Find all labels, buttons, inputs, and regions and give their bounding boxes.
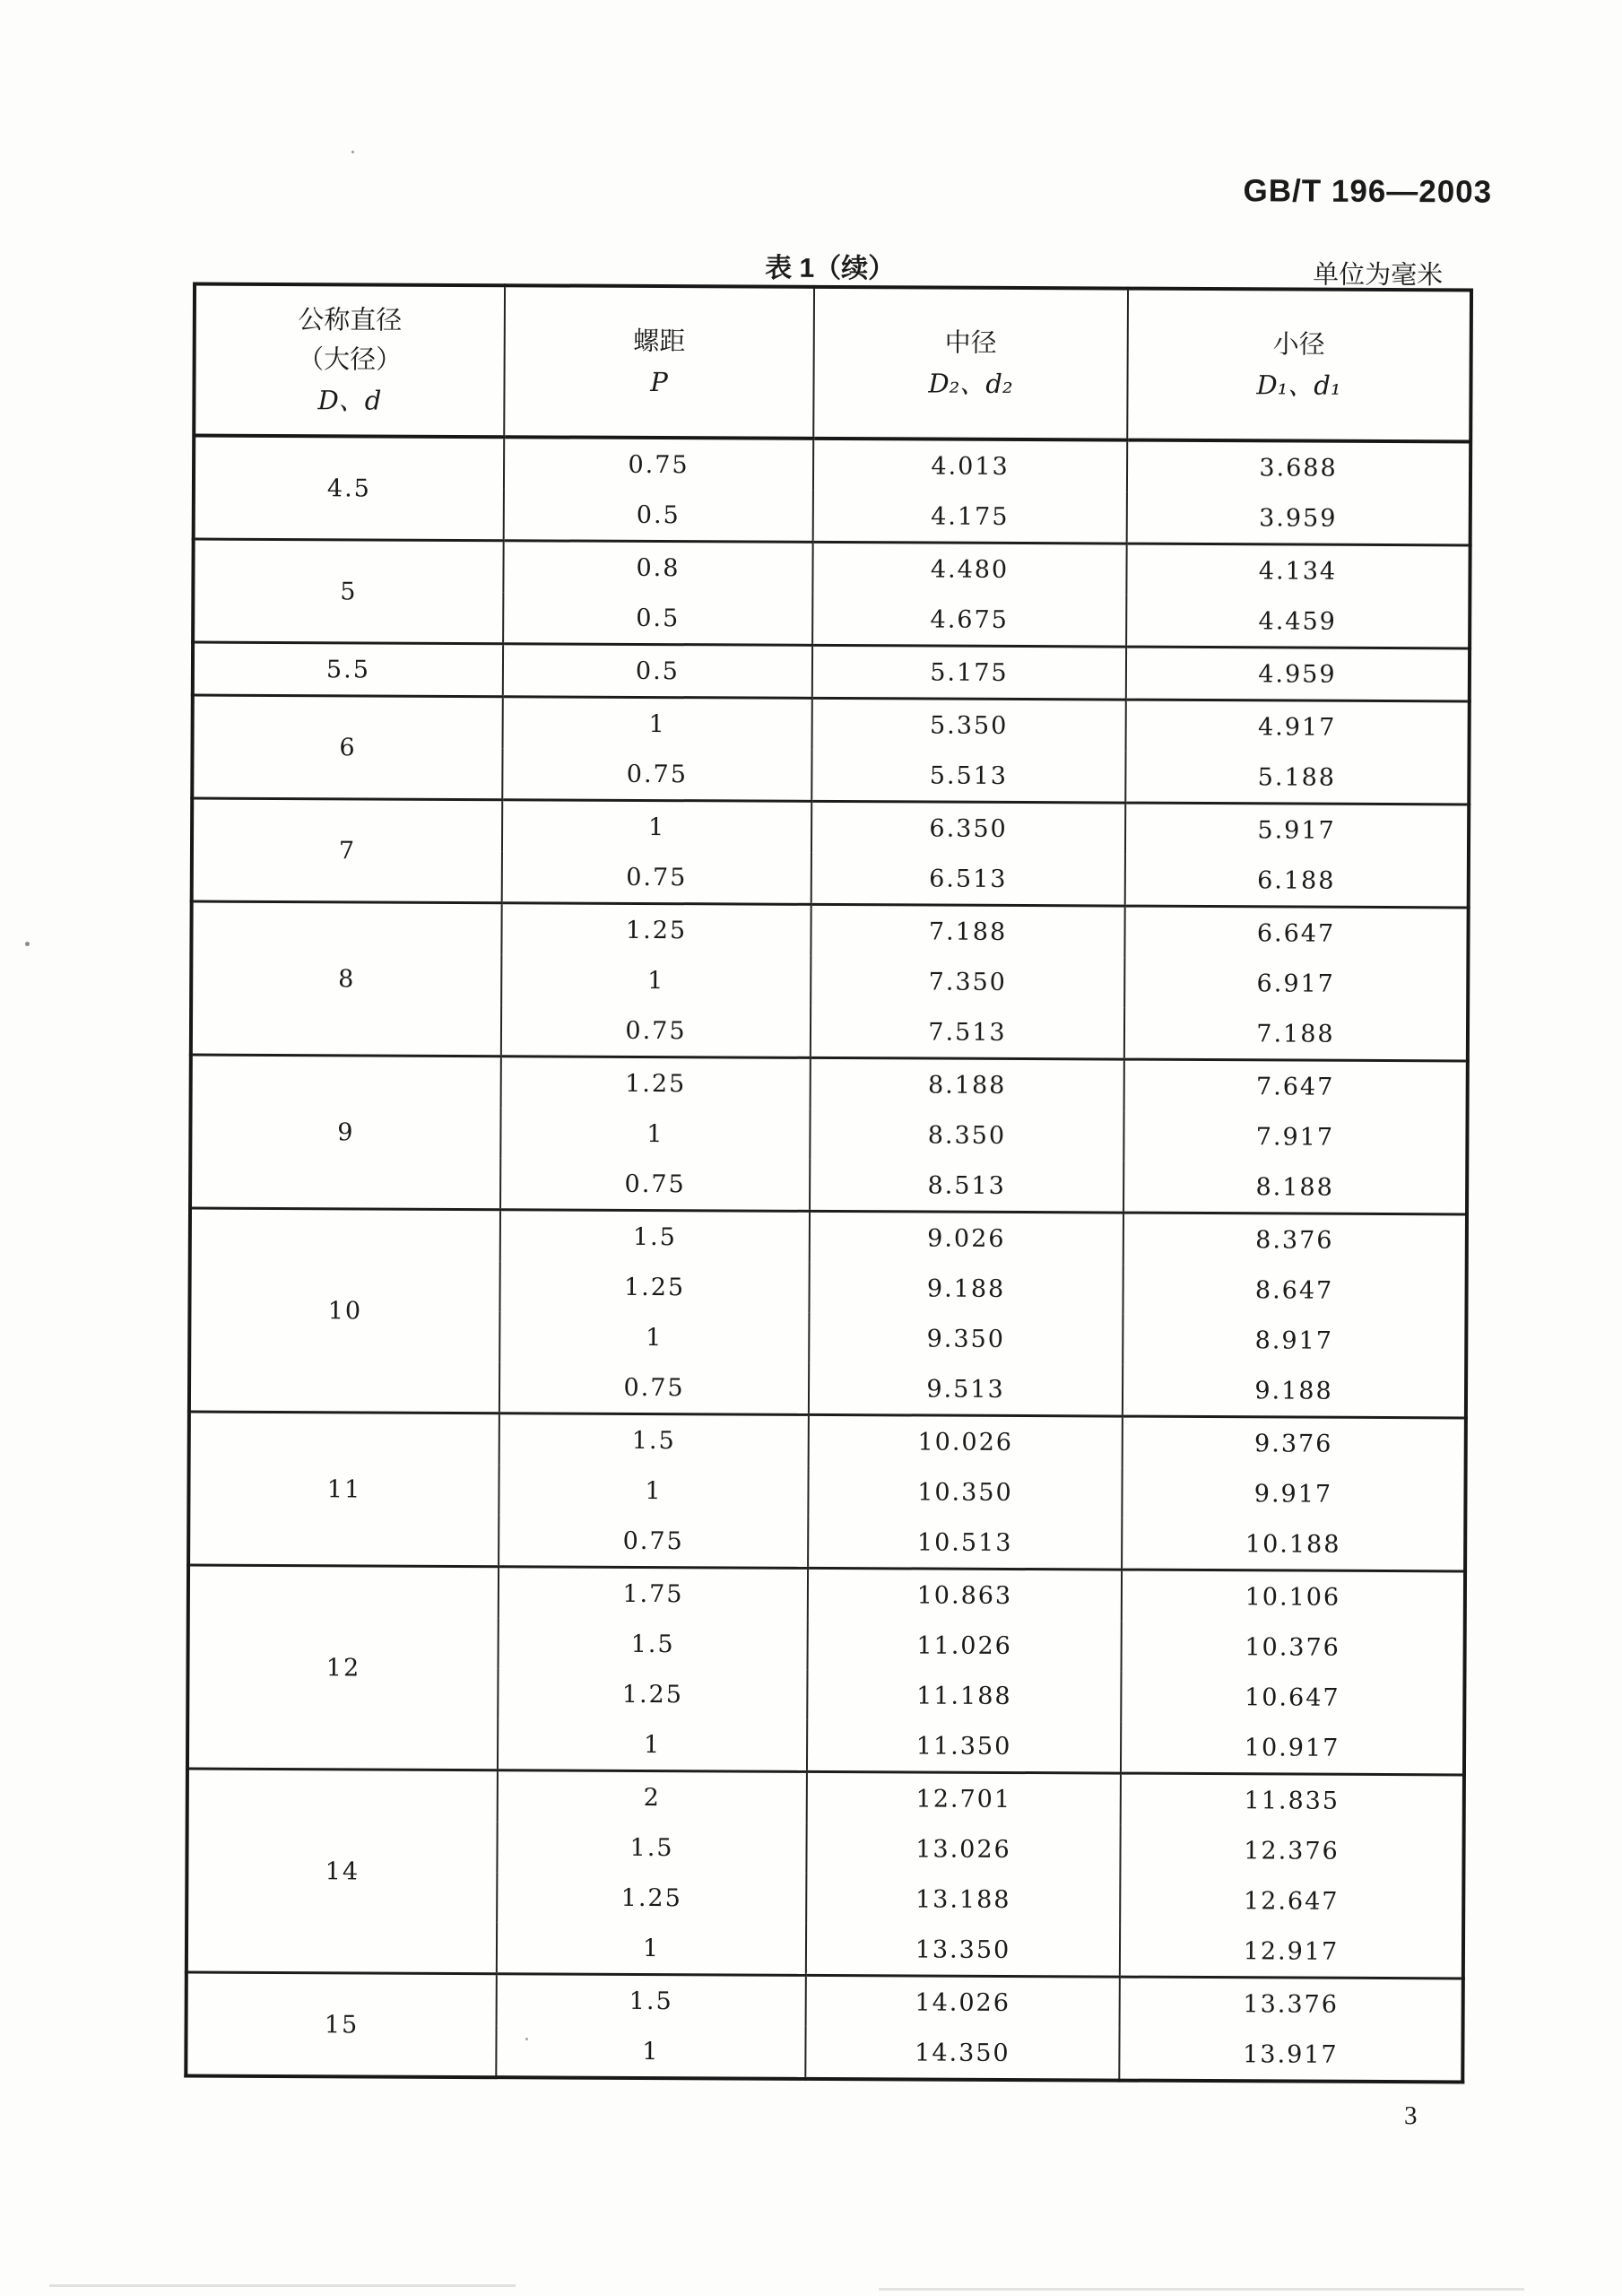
- d1-cell: 8.188: [1123, 1161, 1467, 1214]
- pitch-cell: 1.5: [500, 1210, 810, 1263]
- d1-cell: 8.917: [1123, 1315, 1466, 1367]
- page-number: 3: [1404, 2101, 1418, 2131]
- d2-cell: 12.701: [807, 1771, 1121, 1824]
- table-row: [187, 1769, 1464, 1826]
- d2-cell: 9.188: [809, 1263, 1123, 1315]
- unit-note: 单位为毫米: [1313, 260, 1444, 291]
- d2-cell: 7.188: [811, 904, 1124, 957]
- d2-cell: 11.188: [807, 1670, 1121, 1722]
- column-label: 公称直径: [298, 305, 403, 335]
- pitch-cell: 1: [502, 800, 811, 853]
- d2-cell: 14.350: [805, 2027, 1119, 2081]
- pitch-cell: 1.5: [497, 1822, 806, 1874]
- d1-cell: 9.376: [1123, 1416, 1466, 1469]
- d1-cell: 13.917: [1119, 2029, 1462, 2083]
- pitch-cell: 1: [496, 2025, 805, 2079]
- d2-cell: 5.513: [811, 750, 1125, 803]
- column-symbol: D₁、d₁: [1256, 369, 1341, 401]
- column-header-pitch: [504, 285, 814, 439]
- pitch-cell: 1: [498, 1718, 807, 1771]
- table-title: 表 1（续）: [765, 253, 896, 284]
- d1-cell: 10.647: [1121, 1672, 1464, 1724]
- scan-artifact: [879, 2288, 1524, 2291]
- column-label: 小径: [1272, 329, 1325, 360]
- column-symbol: D、d: [317, 384, 382, 416]
- table-row: [190, 1208, 1467, 1265]
- pitch-cell: 1: [499, 1465, 808, 1517]
- d1-cell: 9.917: [1122, 1468, 1465, 1520]
- pitch-cell: 0.75: [504, 437, 813, 491]
- column-header-pitch-diameter: [813, 287, 1128, 440]
- d2-cell: 7.350: [811, 956, 1124, 1008]
- pitch-cell: 1.25: [497, 1872, 806, 1924]
- d2-cell: 5.175: [812, 645, 1126, 700]
- column-label: 螺距: [633, 326, 686, 356]
- d1-cell: 10.106: [1122, 1570, 1465, 1622]
- doc-number: GB/T 196—2003: [1243, 173, 1493, 210]
- scan-artifact: [49, 2284, 516, 2287]
- d2-cell: 13.350: [806, 1924, 1120, 1977]
- pitch-cell: 2: [498, 1770, 807, 1823]
- table-wrap: [184, 283, 1473, 2084]
- table-row: [192, 798, 1469, 856]
- pitch-cell: 1.5: [499, 1413, 809, 1466]
- d2-cell: 10.350: [808, 1466, 1122, 1518]
- table-body: [186, 436, 1470, 2083]
- pitch-cell: 1: [499, 1311, 809, 1363]
- pitch-cell: 0.75: [501, 1004, 811, 1057]
- d2-cell: 11.026: [808, 1620, 1122, 1672]
- table-row: [193, 695, 1470, 752]
- d2-cell: 10.513: [808, 1517, 1122, 1570]
- column-label: （大径）: [298, 344, 403, 375]
- d1-cell: 3.688: [1127, 440, 1470, 494]
- pitch-cell: 1.25: [499, 1261, 809, 1313]
- column-label: 中径: [944, 328, 997, 358]
- thread-table: [184, 283, 1473, 2084]
- d1-cell: 9.188: [1123, 1365, 1466, 1418]
- d2-cell: 8.188: [811, 1057, 1124, 1110]
- d1-cell: 10.376: [1122, 1622, 1465, 1674]
- table-row: [189, 1412, 1466, 1469]
- scan-artifact: [525, 2038, 528, 2040]
- table-row: [191, 1055, 1468, 1112]
- d1-cell: 6.188: [1125, 855, 1469, 908]
- d2-cell: 4.175: [813, 491, 1127, 544]
- diameter-cell: 11: [188, 1412, 499, 1567]
- d1-cell: 5.917: [1125, 803, 1469, 856]
- d1-cell: 6.647: [1124, 906, 1468, 959]
- d2-cell: 6.350: [811, 801, 1125, 854]
- d1-cell: 7.917: [1123, 1111, 1467, 1163]
- d2-cell: 13.188: [806, 1874, 1120, 1926]
- pitch-cell: 1.5: [497, 1974, 806, 2027]
- pitch-cell: 0.75: [499, 1361, 809, 1414]
- d1-cell: 11.835: [1121, 1773, 1464, 1826]
- pitch-cell: 1: [497, 1922, 806, 1975]
- diameter-cell: 8: [191, 901, 502, 1057]
- table-row: [193, 642, 1470, 701]
- table-row: [191, 901, 1468, 959]
- diameter-cell: 14: [186, 1769, 498, 1974]
- d2-cell: 10.863: [808, 1568, 1122, 1621]
- d2-cell: 4.480: [812, 542, 1126, 595]
- header-row: [194, 284, 1471, 442]
- d2-cell: 14.026: [806, 1975, 1120, 2028]
- pitch-cell: 1.25: [501, 1057, 811, 1109]
- pitch-cell: 1.5: [499, 1618, 808, 1670]
- d1-cell: 13.376: [1120, 1977, 1463, 2030]
- pitch-cell: 0.5: [503, 592, 812, 645]
- d1-cell: 7.647: [1124, 1059, 1468, 1112]
- d1-cell: 10.188: [1122, 1518, 1465, 1571]
- pitch-cell: 0.75: [500, 1158, 810, 1211]
- d2-cell: 7.513: [811, 1006, 1124, 1059]
- d1-cell: 3.959: [1127, 492, 1470, 545]
- column-header-nominal-diameter: [194, 284, 505, 438]
- pitch-cell: 0.75: [502, 851, 811, 904]
- d1-cell: 7.188: [1124, 1008, 1468, 1061]
- diameter-cell: 5.5: [193, 642, 503, 697]
- d1-cell: 4.917: [1126, 700, 1470, 752]
- column-header-minor-diameter: [1127, 289, 1471, 442]
- scan-artifact: [351, 151, 354, 153]
- diameter-cell: 9: [190, 1055, 501, 1210]
- pitch-cell: 0.75: [502, 748, 811, 801]
- d1-cell: 5.188: [1125, 752, 1469, 804]
- diameter-cell: 5: [193, 539, 504, 644]
- d2-cell: 13.026: [806, 1823, 1120, 1875]
- pitch-cell: 0.5: [504, 489, 813, 542]
- diameter-cell: 6: [192, 695, 503, 800]
- diameter-cell: 7: [192, 798, 503, 903]
- d2-cell: 10.026: [809, 1414, 1123, 1467]
- column-symbol: P: [650, 366, 668, 397]
- d1-cell: 8.376: [1123, 1213, 1467, 1265]
- pitch-cell: 1: [500, 1108, 810, 1160]
- d1-cell: 10.917: [1121, 1722, 1464, 1775]
- d2-cell: 9.026: [810, 1211, 1123, 1264]
- d2-cell: 9.513: [809, 1363, 1123, 1416]
- d1-cell: 12.376: [1120, 1825, 1463, 1877]
- table-row: [186, 1972, 1463, 2030]
- table-row: [194, 436, 1470, 494]
- column-symbol: D₂、d₂: [928, 368, 1013, 399]
- d2-cell: 11.350: [807, 1720, 1121, 1773]
- d2-cell: 8.513: [810, 1160, 1123, 1213]
- d2-cell: 8.350: [810, 1109, 1123, 1161]
- d2-cell: 9.350: [809, 1313, 1123, 1365]
- d2-cell: 5.350: [812, 698, 1126, 751]
- pitch-cell: 0.75: [499, 1515, 808, 1568]
- pitch-cell: 1.25: [501, 903, 811, 956]
- d1-cell: 4.959: [1126, 647, 1470, 701]
- diameter-cell: 4.5: [194, 436, 505, 541]
- d1-cell: 12.917: [1120, 1926, 1463, 1979]
- d1-cell: 4.134: [1126, 544, 1470, 596]
- pitch-cell: 0.5: [503, 644, 812, 699]
- pitch-cell: 1: [501, 954, 811, 1006]
- d1-cell: 12.647: [1120, 1875, 1463, 1927]
- table-row: [188, 1565, 1465, 1622]
- diameter-cell: 12: [187, 1565, 499, 1770]
- pitch-cell: 1.75: [499, 1567, 808, 1620]
- table-row: [193, 539, 1470, 596]
- d2-cell: 4.013: [813, 439, 1127, 492]
- scan-artifact: [25, 942, 30, 946]
- diameter-cell: 15: [186, 1972, 497, 2077]
- d1-cell: 6.917: [1124, 958, 1468, 1010]
- diameter-cell: 10: [189, 1208, 500, 1413]
- pitch-cell: 1.25: [498, 1668, 807, 1720]
- d2-cell: 4.675: [812, 594, 1126, 647]
- d1-cell: 4.459: [1126, 596, 1470, 648]
- d1-cell: 8.647: [1123, 1265, 1466, 1317]
- pitch-cell: 0.8: [503, 541, 812, 594]
- pitch-cell: 1: [503, 697, 812, 750]
- d2-cell: 6.513: [811, 853, 1125, 906]
